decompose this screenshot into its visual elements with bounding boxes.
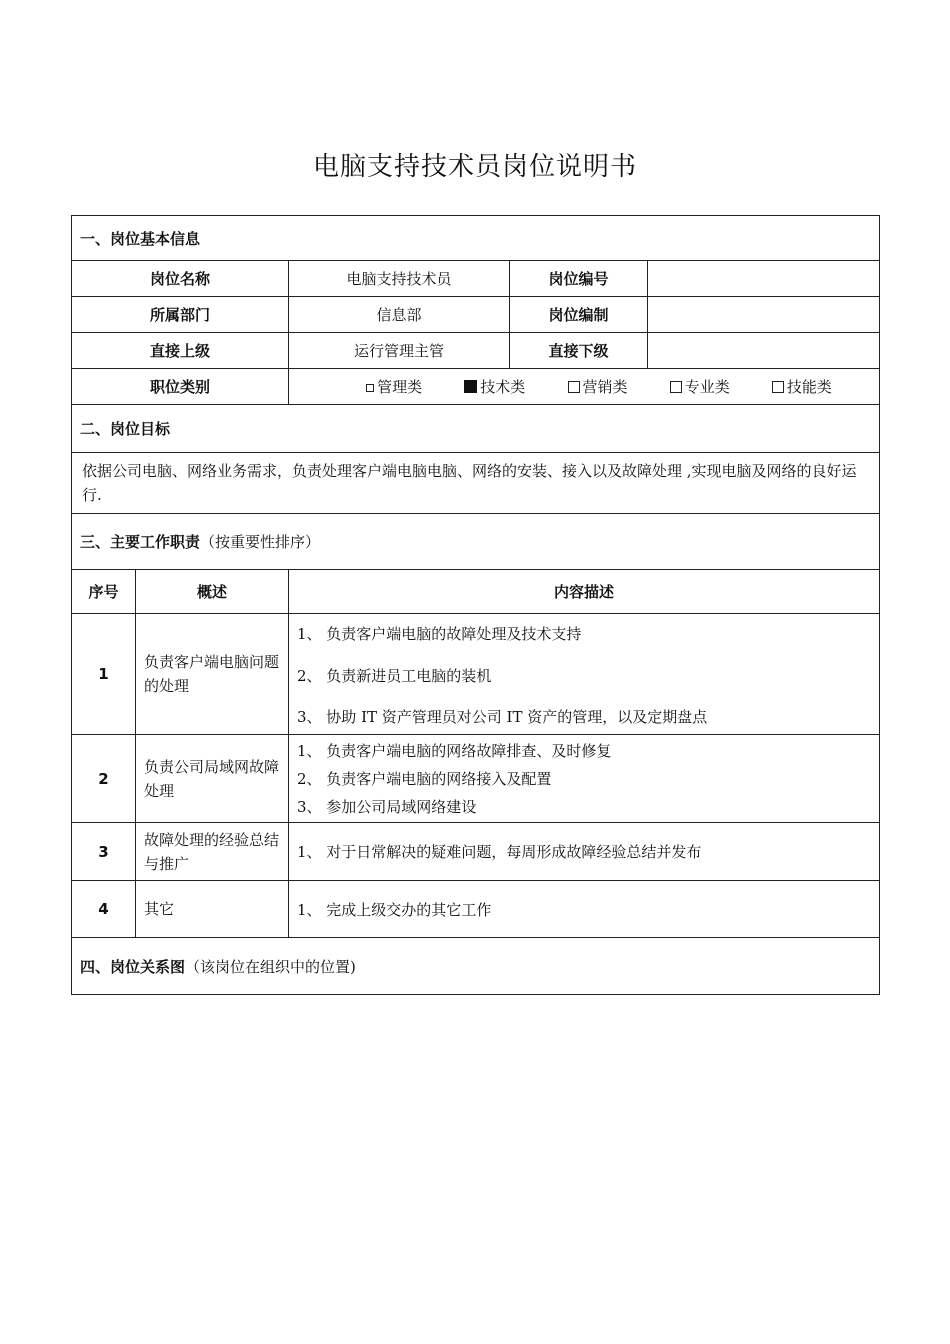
duty-summary: 故障处理的经验总结与推广	[136, 823, 289, 881]
category-option-technical[interactable]: 技术类	[464, 376, 525, 397]
section4-heading: 四、岗位关系图	[80, 957, 186, 976]
duty-items	[289, 881, 880, 938]
duty-item: 1、 负责客户端电脑的网络故障排查、及时修复	[297, 741, 612, 760]
checkbox-icon	[568, 381, 580, 393]
job-description-table	[71, 215, 880, 995]
info-label: 岗位名称	[72, 261, 289, 297]
category-option-skill[interactable]: 技能类	[772, 376, 832, 397]
info-row	[72, 261, 880, 297]
info-value: 电脑支持技术员	[289, 261, 510, 297]
duty-items	[289, 614, 880, 735]
duty-row	[72, 823, 880, 881]
page-title: 电脑支持技术员岗位说明书	[312, 152, 637, 182]
duty-item: 3、 协助 IT 资产管理员对公司 IT 资产的管理，以及定期盘点	[297, 708, 708, 726]
section3-header-row	[72, 514, 880, 570]
checkbox-icon	[670, 381, 682, 393]
info-row	[72, 297, 880, 333]
info-value	[648, 297, 880, 333]
info-label: 直接下级	[510, 333, 648, 369]
section2-heading: 二、岗位目标	[72, 405, 880, 453]
duty-row	[72, 881, 880, 938]
duties-header-row	[72, 570, 880, 614]
section2-header-row	[72, 405, 880, 453]
info-label: 所属部门	[72, 297, 289, 333]
category-label: 职位类别	[72, 369, 289, 405]
category-row	[72, 369, 880, 405]
info-value	[648, 261, 880, 297]
checkbox-checked-icon	[464, 380, 477, 393]
duty-item: 3、 参加公司局域网络建设	[297, 797, 477, 816]
duty-item: 2、 负责新进员工电脑的装机	[297, 666, 492, 685]
section3-heading: 三、主要工作职责	[80, 533, 201, 551]
info-value: 运行管理主管	[289, 333, 510, 369]
duty-item: 1、 负责客户端电脑的故障处理及技术支持	[297, 625, 582, 643]
duty-summary: 负责公司局域网故障处理	[136, 735, 289, 823]
section1-heading: 一、岗位基本信息	[72, 216, 880, 261]
section3-heading-note: （按重要性排序）	[200, 533, 321, 551]
duty-number: 4	[72, 881, 136, 938]
section1-header-row	[72, 216, 880, 261]
column-header-description: 内容描述	[289, 570, 880, 614]
section4-header-row	[72, 938, 880, 995]
info-value	[648, 333, 880, 369]
checkbox-icon	[772, 381, 784, 393]
info-label: 岗位编号	[510, 261, 648, 297]
job-goal-text: 依据公司电脑、网络业务需求，负责处理客户端电脑电脑、网络的安装、接入以及故障处理 ,实现电脑及网络的良好运行.	[72, 453, 880, 514]
info-row	[72, 333, 880, 369]
info-label: 岗位编制	[510, 297, 648, 333]
column-header-no: 序号	[72, 570, 136, 614]
duty-item: 1、 对于日常解决的疑难问题，每周形成故障经验总结并发布	[297, 843, 702, 861]
duty-row	[72, 614, 880, 735]
duty-number: 2	[72, 735, 136, 823]
info-value: 信息部	[289, 297, 510, 333]
category-option-management[interactable]: 管理类	[366, 376, 422, 397]
duty-number: 3	[72, 823, 136, 881]
duty-summary: 负责客户端电脑问题的处理	[136, 614, 289, 735]
duty-item: 1、 完成上级交办的其它工作	[297, 900, 492, 919]
goal-row	[72, 453, 880, 514]
column-header-summary: 概述	[136, 570, 289, 614]
duty-number: 1	[72, 614, 136, 735]
duty-summary: 其它	[136, 881, 289, 938]
section3-heading-cell	[72, 514, 880, 570]
category-option-professional[interactable]: 专业类	[670, 376, 730, 397]
checkbox-icon	[366, 384, 374, 392]
duty-item: 2、 负责客户端电脑的网络接入及配置	[297, 769, 552, 788]
category-options	[289, 369, 880, 405]
info-label: 直接上级	[72, 333, 289, 369]
section4-heading-note: （该岗位在组织中的位置)	[185, 957, 356, 976]
duty-items	[289, 823, 880, 881]
section4-heading-cell	[72, 938, 880, 995]
duty-row	[72, 735, 880, 823]
duty-items	[289, 735, 880, 823]
category-option-marketing[interactable]: 营销类	[568, 376, 628, 397]
